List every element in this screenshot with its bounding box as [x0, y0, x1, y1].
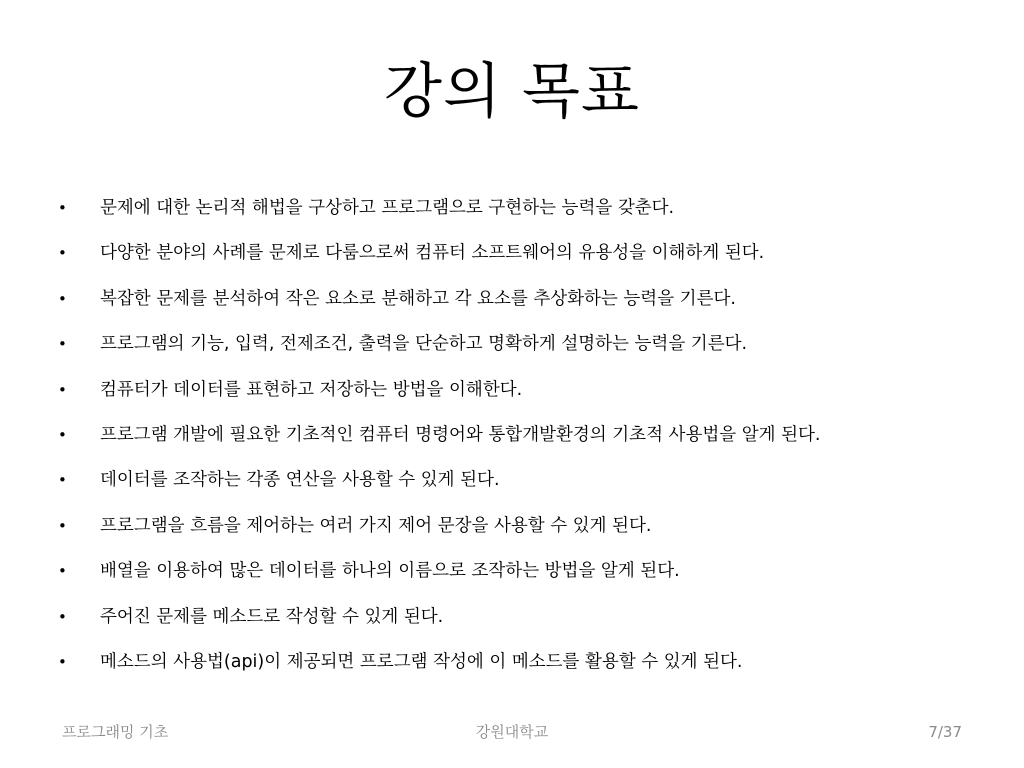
- list-item-text: 다양한 분야의 사례를 문제로 다룸으로써 컴퓨터 소프트웨어의 유용성을 이해하게 된다.: [100, 243, 765, 264]
- list-item: [56, 277, 996, 322]
- bullet-icon: •: [58, 607, 67, 626]
- bullet-icon: •: [58, 244, 67, 263]
- list-item-text: 복잡한 문제를 분석하여 작은 요소로 분해하고 각 요소를 추상화하는 능력을 기른다.: [100, 288, 736, 309]
- slide-title: 강의 목표: [384, 57, 640, 127]
- list-item: [56, 186, 996, 231]
- list-item: [56, 595, 996, 640]
- list-item: [56, 231, 996, 276]
- footer-course-name: 프로그래밍 기초: [62, 723, 169, 741]
- list-item-text: 프로그램을 흐름을 제어하는 여러 가지 제어 문장을 사용할 수 있게 된다.: [100, 515, 652, 536]
- list-item-text: 프로그램 개발에 필요한 기초적인 컴퓨터 명령어와 통합개발환경의 기초적 사용법을 알게 된다.: [100, 424, 821, 445]
- bullet-icon: •: [58, 425, 67, 444]
- bullet-icon: •: [58, 335, 67, 354]
- bullet-icon: •: [58, 199, 67, 217]
- list-item-text: 문제에 대한 논리적 해법을 구상하고 프로그램으로 구현하는 능력을 갖춘다.: [100, 198, 675, 218]
- list-item-text: 데이터를 조작하는 각종 연산을 사용할 수 있게 된다.: [100, 470, 500, 491]
- list-item: [56, 504, 996, 549]
- bullet-icon: •: [58, 652, 67, 671]
- bullet-icon: •: [58, 562, 67, 581]
- bullet-icon: •: [58, 471, 67, 490]
- objectives-list: [56, 186, 996, 685]
- list-item-text: 메소드의 사용법(api)이 제공되면 프로그램 작성에 이 메소드를 활용할 수 있게 된다.: [100, 651, 743, 672]
- list-item-text: 주어진 문제를 메소드로 작성할 수 있게 된다.: [100, 606, 444, 627]
- list-item-text: 컴퓨터가 데이터를 표현하고 저장하는 방법을 이해한다.: [100, 379, 523, 400]
- list-item: [56, 549, 996, 594]
- bullet-icon: •: [58, 289, 67, 308]
- list-item: [56, 640, 996, 685]
- list-item: [56, 458, 996, 503]
- bullet-icon: •: [58, 516, 67, 535]
- list-item-text: 배열을 이용하여 많은 데이터를 하나의 이름으로 조작하는 방법을 알게 된다.: [100, 561, 680, 582]
- list-item: [56, 413, 996, 458]
- list-item: [56, 322, 996, 367]
- list-item-text: 프로그램의 기능, 입력, 전제조건, 출력을 단순하고 명확하게 설명하는 능력을 기른다.: [100, 334, 748, 355]
- list-item: [56, 368, 996, 413]
- bullet-icon: •: [58, 380, 67, 399]
- footer-university: 강원대학교: [475, 723, 549, 741]
- footer-page-number: 7/37: [928, 723, 962, 741]
